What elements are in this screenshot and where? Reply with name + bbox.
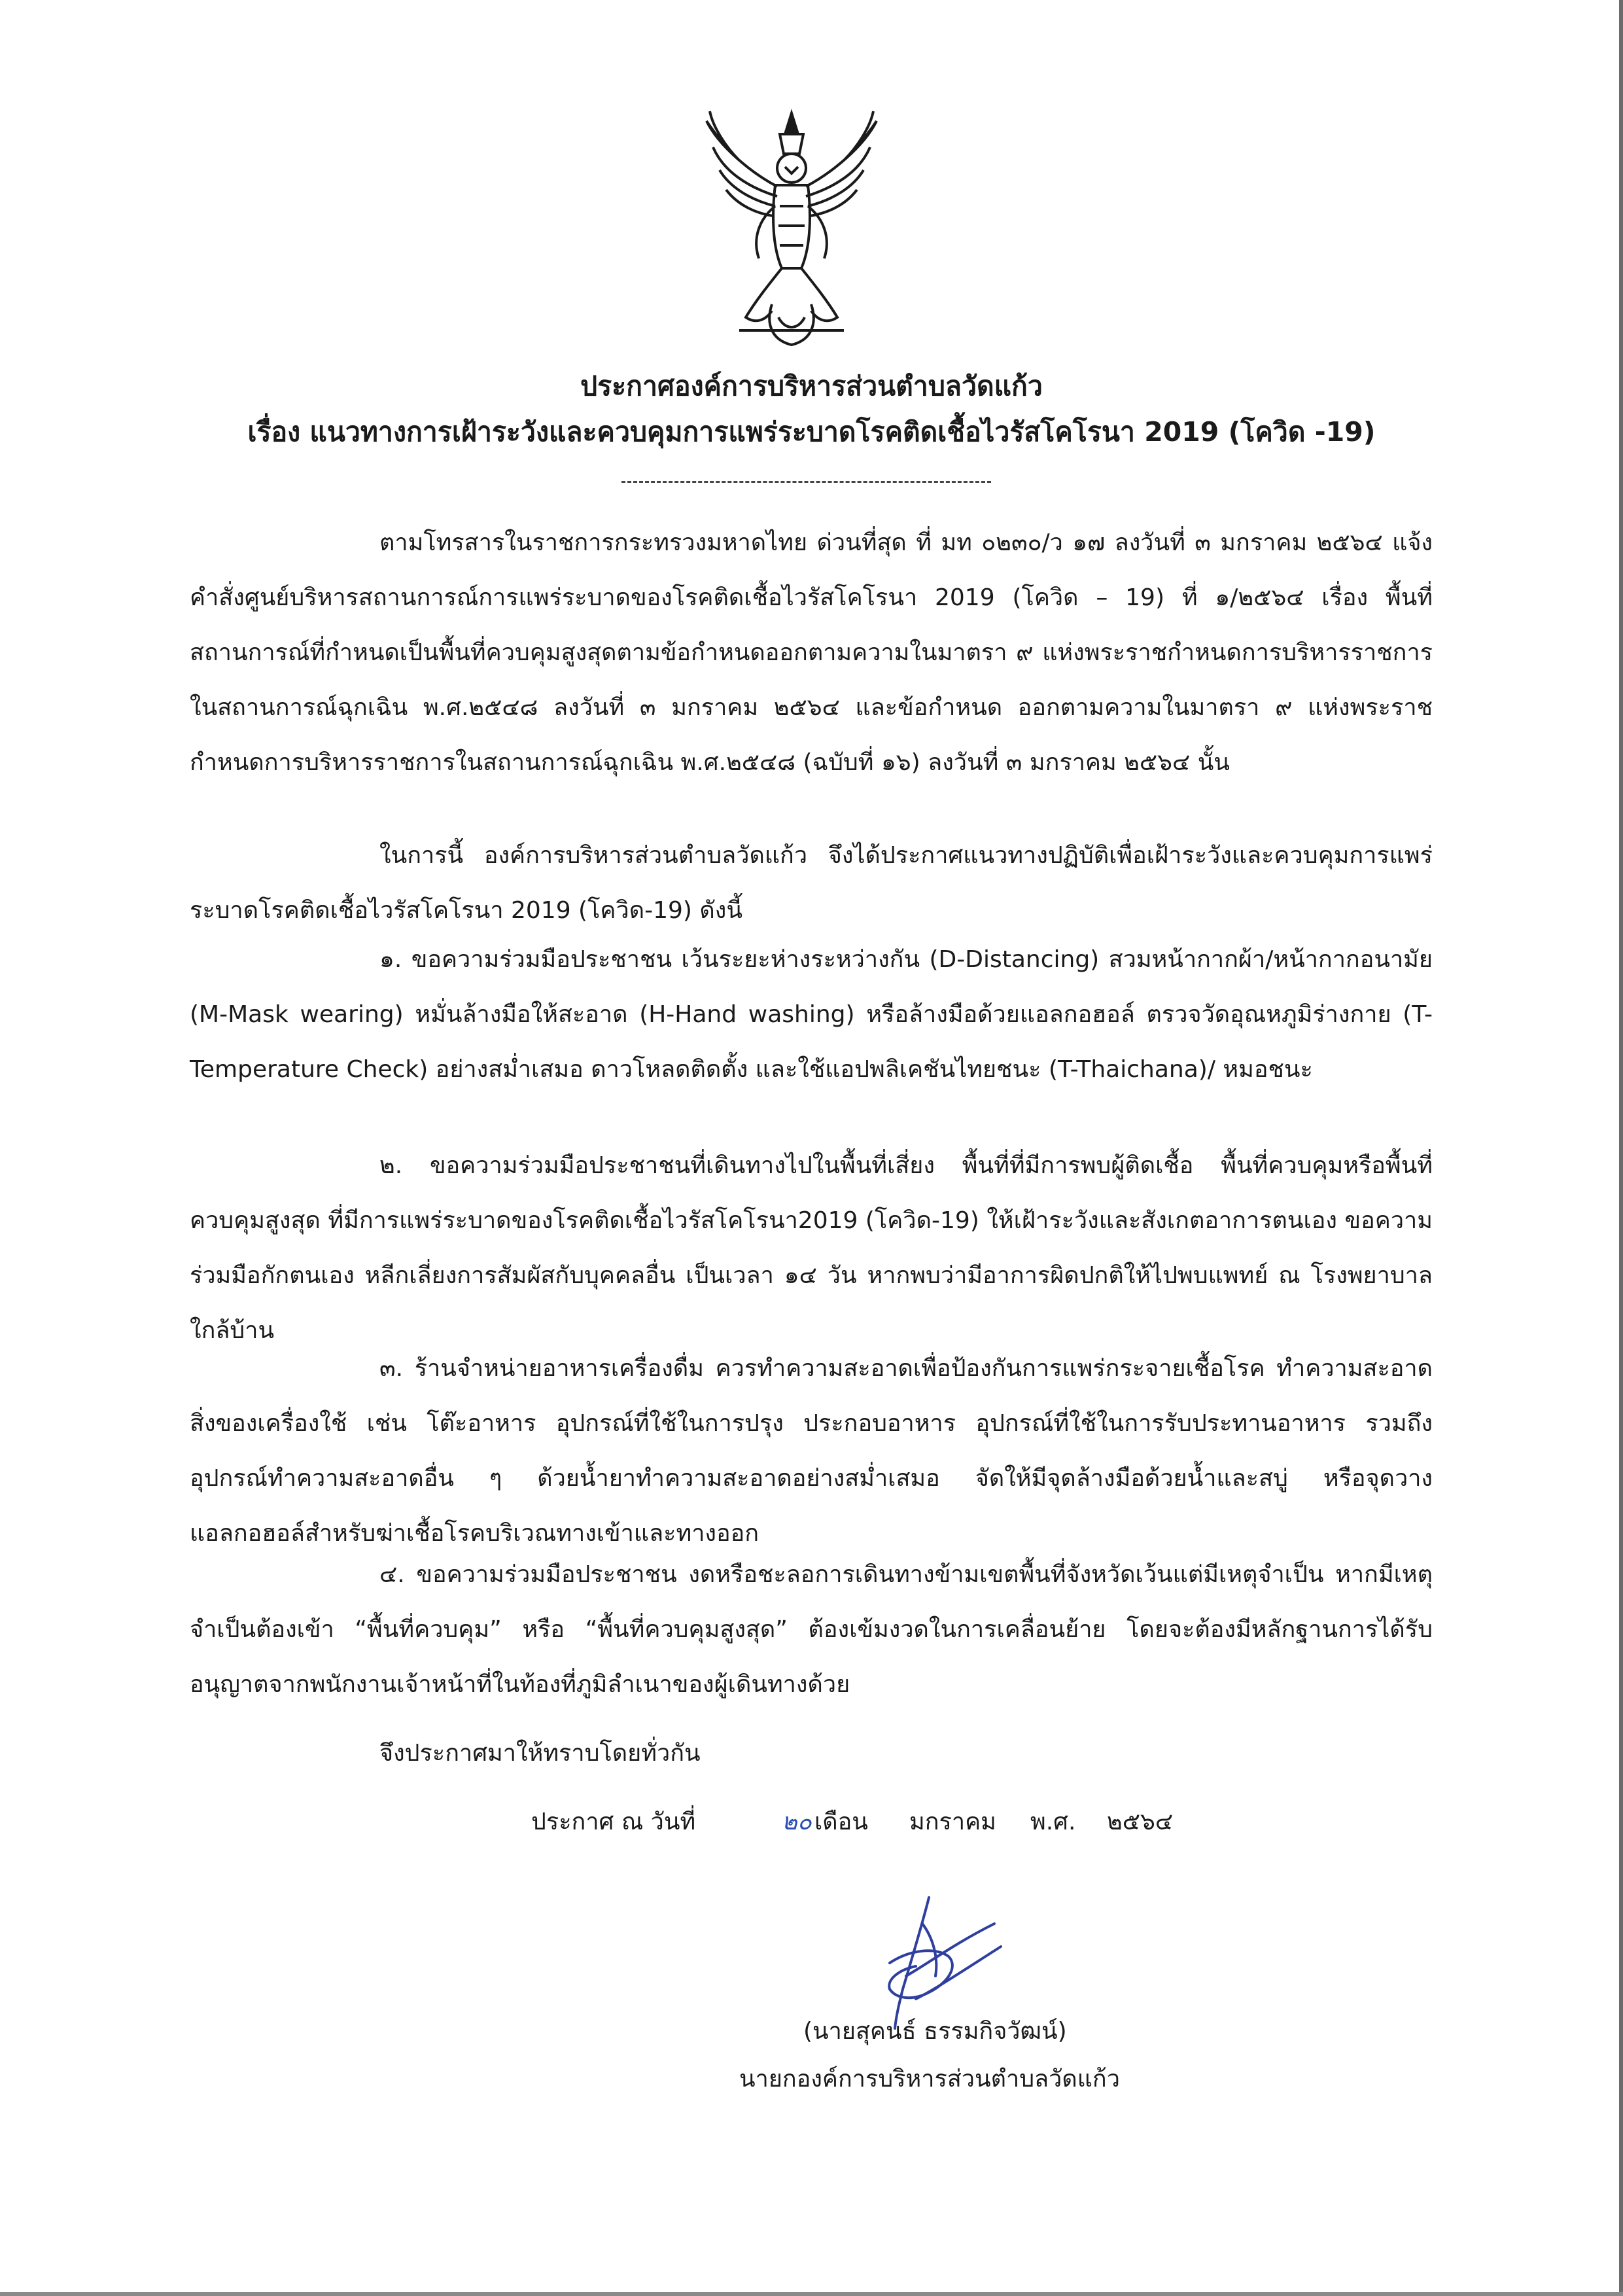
date-day: ๒๐	[782, 1809, 812, 1835]
signer-title: นายกองค์การบริหารส่วนตำบลวัดแก้ว	[739, 2066, 1120, 2093]
dashed-divider	[621, 481, 991, 483]
paragraph-item-2: ๒. ขอความร่วมมือประชาชนที่เดินทางไปในพื้นที่เสี่ยง พื้นที่ที่มีการพบผู้ติดเชื้อ พื้นที่ควบคุมหรือพื้นที่ควบคุมสูงสุด ที่มีการแพร่ระบาดของโรคติดเชื้อไวรัสโคโรนา2019 (โควิด-19) ให้เฝ้าระวังและสังเกตอาการตนเอง ขอความร่วมมือกักตนเอง หลีกเลี่ยงการสัมผัสกับบุคคลอื่น เป็นเวลา ๑๔ วัน หากพบว่ามีอาการผิดปกติให้ไปพบแพทย์ ณ โรงพยาบาลใกล้บ้าน	[190, 1152, 1433, 1344]
date-month: มกราคม	[909, 1809, 996, 1835]
scan-edge-bottom	[0, 2292, 1623, 2296]
announcement-title: ประกาศองค์การบริหารส่วนตำบลวัดแก้ว	[580, 370, 1043, 402]
paragraph-reference: ตามโทรสารในราชการกระทรวงมหาดไทย ด่วนที่สุด ที่ มท ๐๒๓๐/ว ๑๗ ลงวันที่ ๓ มกราคม ๒๕๖๔ แจ้งคำสั่งศูนย์บริหารสถานการณ์การแพร่ระบาดของโรคติดเชื้อไวรัสโคโรนา 2019 (โควิด – 19) ที่ ๑/๒๕๖๔ เรื่อง พื้นที่สถานการณ์ที่กำหนดเป็นพื้นที่ควบคุมสูงสุดตามข้อกำหนดออกตามความในมาตรา ๙ แห่งพระราชกำหนดการบริหารราชการในสถานการณ์ฉุกเฉิน พ.ศ.๒๕๔๘ ลงวันที่ ๓ มกราคม ๒๕๖๔ และข้อกำหนด ออกตามความในมาตรา ๙ แห่งพระราชกำหนดการบริหารราชการในสถานการณ์ฉุกเฉิน พ.ศ.๒๕๔๘ (ฉบับที่ ๑๖) ลงวันที่ ๓ มกราคม ๒๕๖๔ นั้น	[190, 529, 1433, 776]
paragraph-item-3: ๓. ร้านจำหน่ายอาหารเครื่องดื่ม ควรทำความสะอาดเพื่อป้องกันการแพร่กระจายเชื้อโรค ทำความสะอาดสิ่งของเครื่องใช้ เช่น โต๊ะอาหาร อุปกรณ์ที่ใช้ในการปรุง ประกอบอาหาร อุปกรณ์ที่ใช้ในการรับประทานอาหาร รวมถึงอุปกรณ์ทำความสะอาดอื่น ๆ ด้วยน้ำยาทำความสะอาดอย่างสม่ำเสมอ จัดให้มีจุดล้างมือด้วยน้ำและสบู่ หรือจุดวางแอลกอฮอล์สำหรับฆ่าเชื้อโรคบริเวณทางเข้าและทางออก	[190, 1355, 1433, 1547]
announcement-subject: เรื่อง แนวทางการเฝ้าระวังและควบคุมการแพร่ระบาดโรคติดเชื้อไวรัสโคโรนา 2019 (โควิด -19)	[247, 416, 1376, 448]
scan-edge-right	[1619, 0, 1623, 2296]
paragraph-intro: ในการนี้ องค์การบริหารส่วนตำบลวัดแก้ว จึงได้ประกาศแนวทางปฏิบัติเพื่อเฝ้าระวังและควบคุมการแพร่ระบาดโรคติดเชื้อไวรัสโคโรนา 2019 (โควิด-19) ดังนี้	[190, 842, 1433, 924]
paragraph-item-1: ๑. ขอความร่วมมือประชาชน เว้นระยะห่างระหว่างกัน (D-Distancing) สวมหน้ากากผ้า/หน้ากากอนามัย (M-Mask wearing) หมั่นล้างมือให้สะอาด (H-Hand washing) หรือล้างมือด้วยแอลกอฮอล์ ตรวจวัดอุณหภูมิร่างกาย (T-Temperature Check) อย่างสม่ำเสมอ ดาวโหลดติดตั้ง และใช้แอปพลิเคชันไทยชนะ (T-Thaichana)/ หมอชนะ	[190, 946, 1433, 1083]
signer-name: (นายสุคนธ์ ธรรมกิจวัฒน์)	[803, 2018, 1067, 2045]
garuda-emblem-icon	[693, 108, 890, 350]
month-label: เดือน	[814, 1809, 868, 1835]
date-label: ประกาศ ณ วันที่	[531, 1809, 696, 1835]
date-year: ๒๕๖๔	[1107, 1809, 1174, 1835]
paragraph-item-4: ๔. ขอความร่วมมือประชาชน งดหรือชะลอการเดินทางข้ามเขตพื้นที่จังหวัดเว้นแต่มีเหตุจำเป็น หากมีเหตุจำเป็นต้องเข้า “พื้นที่ควบคุม” หรือ “พื้นที่ควบคุมสูงสุด” ต้องเข้มงวดในการเคลื่อนย้าย โดยจะต้องมีหลักฐานการได้รับอนุญาตจากพนักงานเจ้าหน้าที่ในท้องที่ภูมิลำเนาของผู้เดินทางด้วย	[190, 1561, 1433, 1698]
year-label: พ.ศ.	[1030, 1809, 1076, 1835]
closing-line: จึงประกาศมาให้ทราบโดยทั่วกัน	[379, 1740, 701, 1767]
